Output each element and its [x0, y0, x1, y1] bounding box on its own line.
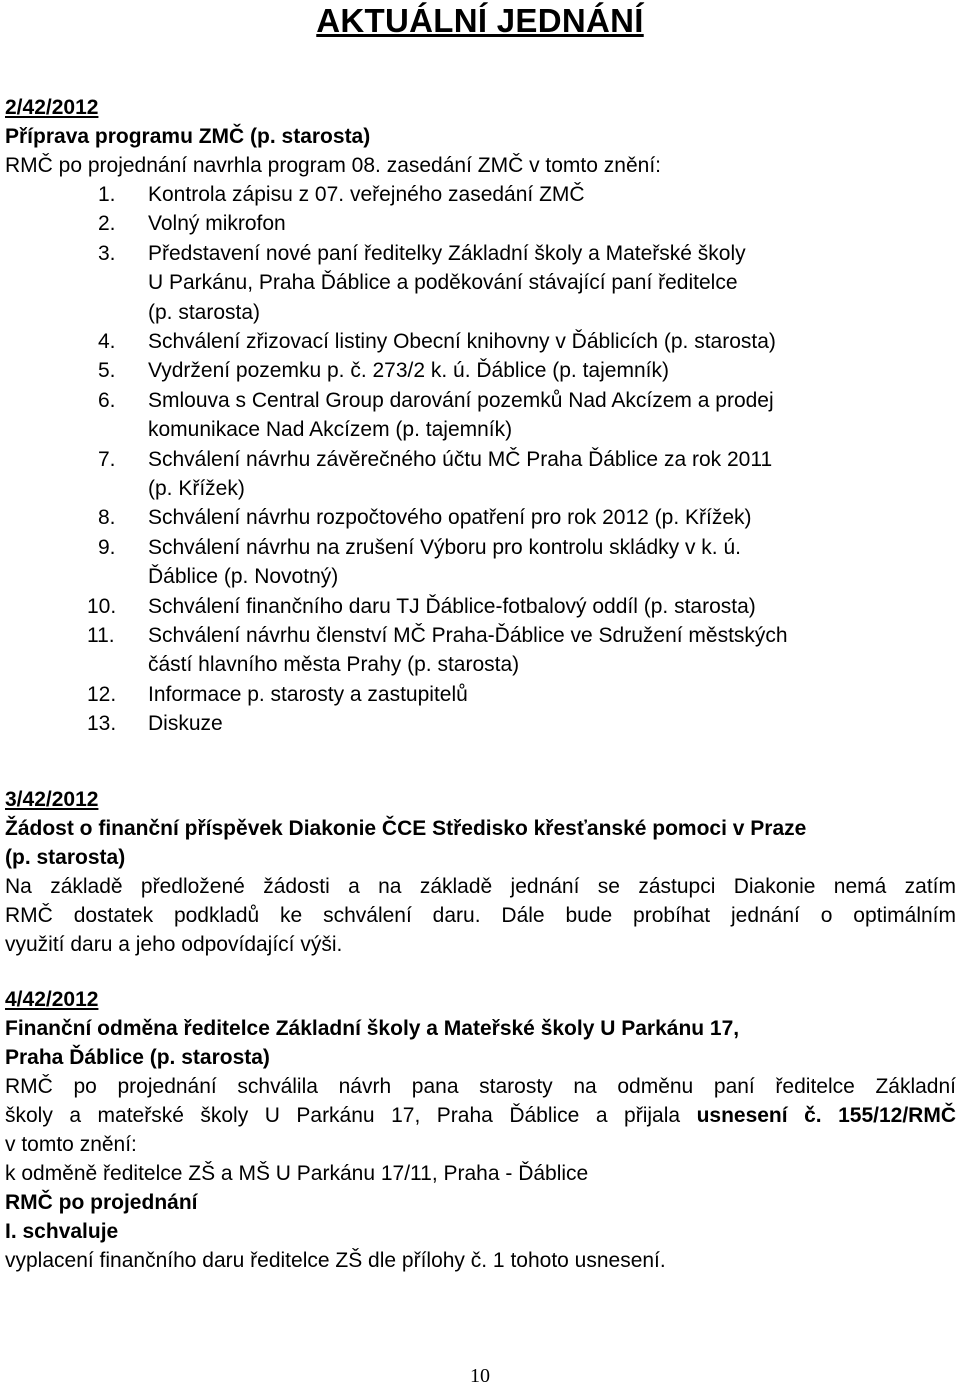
section-3-body-line: RMČ dostatek podkladů ke schválení daru. Dále bude probíhat jednání o optimálním [5, 904, 956, 927]
agenda-item-text: Schválení návrhu rozpočtového opatření pro rok 2012 (p. Křížek) [148, 506, 752, 530]
section-2-intro: RMČ po projednání navrhla program 08. zasedání ZMČ v tomto znění: [5, 154, 661, 177]
section-4-body-line: I. schvaluje [5, 1220, 119, 1243]
agenda-item-text: Schválení návrhu na zrušení Výboru pro kontrolu skládky v k. ú. [148, 535, 741, 559]
agenda-item-number: 9. [98, 535, 116, 559]
section-2-number: 2/42/2012 [5, 96, 99, 119]
agenda-item-text: Volný mikrofon [148, 212, 286, 236]
agenda-item-text: Vydržení pozemku p. č. 273/2 k. ú. Ďáblice (p. tajemník) [148, 359, 669, 383]
section-4-number: 4/42/2012 [5, 988, 99, 1011]
agenda-item-text: částí hlavního města Prahy (p. starosta) [148, 653, 520, 677]
section-3-body-line: využití daru a jeho odpovídající výši. [5, 933, 343, 956]
section-4-heading-cont: Praha Ďáblice (p. starosta) [5, 1046, 270, 1069]
agenda-item-text: komunikace Nad Akcízem (p. tajemník) [148, 418, 513, 442]
agenda-item-text: Informace p. starosty a zastupitelů [148, 682, 468, 706]
agenda-item-number: 3. [98, 241, 116, 265]
agenda-item-number: 4. [98, 330, 116, 353]
agenda-item-text: Diskuze [148, 712, 223, 736]
agenda-item-text: Smlouva s Central Group darování pozemků Nad Akcízem a prodej [148, 388, 774, 412]
agenda-item-text: Schválení návrhu členství MČ Praha-Ďáblice ve Sdružení městských [148, 624, 788, 647]
section-2-heading: Příprava programu ZMČ (p. starosta) [5, 125, 371, 148]
agenda-item-text: (p. starosta) [148, 300, 261, 324]
resolution-number: usnesení č. 155/12/RMČ [696, 1104, 956, 1127]
agenda-item-number: 13. [87, 712, 117, 736]
agenda-item-text: Ďáblice (p. Novotný) [148, 565, 339, 589]
section-4-body-line: v tomto znění: [5, 1133, 137, 1156]
section-3-number: 3/42/2012 [5, 788, 99, 811]
agenda-item-text: U Parkánu, Praha Ďáblice a poděkování stávající paní ředitelce [148, 271, 738, 295]
agenda-item-number: 8. [98, 506, 116, 530]
section-3-heading: Žádost o finanční příspěvek Diakonie ČCE Středisko křesťanské pomoci v Praze [5, 817, 807, 840]
agenda-item-number: 6. [98, 388, 116, 412]
agenda-item-number: 10. [87, 594, 117, 618]
section-4-body-line: RMČ po projednání [5, 1191, 198, 1214]
agenda-item-text: Schválení zřizovací listiny Obecní knihovny v Ďáblicích (p. starosta) [148, 330, 776, 353]
section-4-body-line: vyplacení finančního daru ředitelce ZŠ dle přílohy č. 1 tohoto usnesení. [5, 1249, 666, 1272]
agenda-item-number: 7. [98, 447, 116, 471]
agenda-item-number: 2. [98, 212, 116, 236]
agenda-item-number: 1. [98, 183, 116, 206]
agenda-item-number: 12. [87, 682, 117, 706]
agenda-item-text: Schválení finančního daru TJ Ďáblice-fotbalový oddíl (p. starosta) [148, 594, 756, 618]
agenda-item-text: Schválení návrhu závěrečného účtu MČ Praha Ďáblice za rok 2011 [148, 447, 773, 471]
agenda-item-text: (p. Křížek) [148, 477, 245, 500]
page-number: 10 [470, 1365, 490, 1387]
section-3-body-line: Na základě předložené žádosti a na základě jednání se zástupci Diakonie nemá zatím [5, 875, 956, 898]
section-4-body-line: k odměně ředitelce ZŠ a MŠ U Parkánu 17/11, Praha - Ďáblice [5, 1162, 589, 1185]
section-4-body-line: RMČ po projednání schválila návrh pana starosty na odměnu paní ředitelce Základní [5, 1075, 956, 1098]
agenda-item-text: Představení nové paní ředitelky Základní školy a Mateřské školy [148, 241, 746, 265]
agenda-item-number: 5. [98, 359, 116, 383]
section-4-body-line [5, 1101, 956, 1131]
agenda-item-number: 11. [87, 624, 115, 647]
section-3-heading-cont: (p. starosta) [5, 846, 126, 869]
section-4-body-text: školy a mateřské školy U Parkánu 17, Praha Ďáblice a přijala [5, 1104, 697, 1127]
agenda-item-text: Kontrola zápisu z 07. veřejného zasedání ZMČ [148, 183, 585, 206]
document-title: AKTUÁLNÍ JEDNÁNÍ [316, 2, 644, 39]
section-4-heading: Finanční odměna ředitelce Základní školy a Mateřské školy U Parkánu 17, [5, 1017, 740, 1040]
